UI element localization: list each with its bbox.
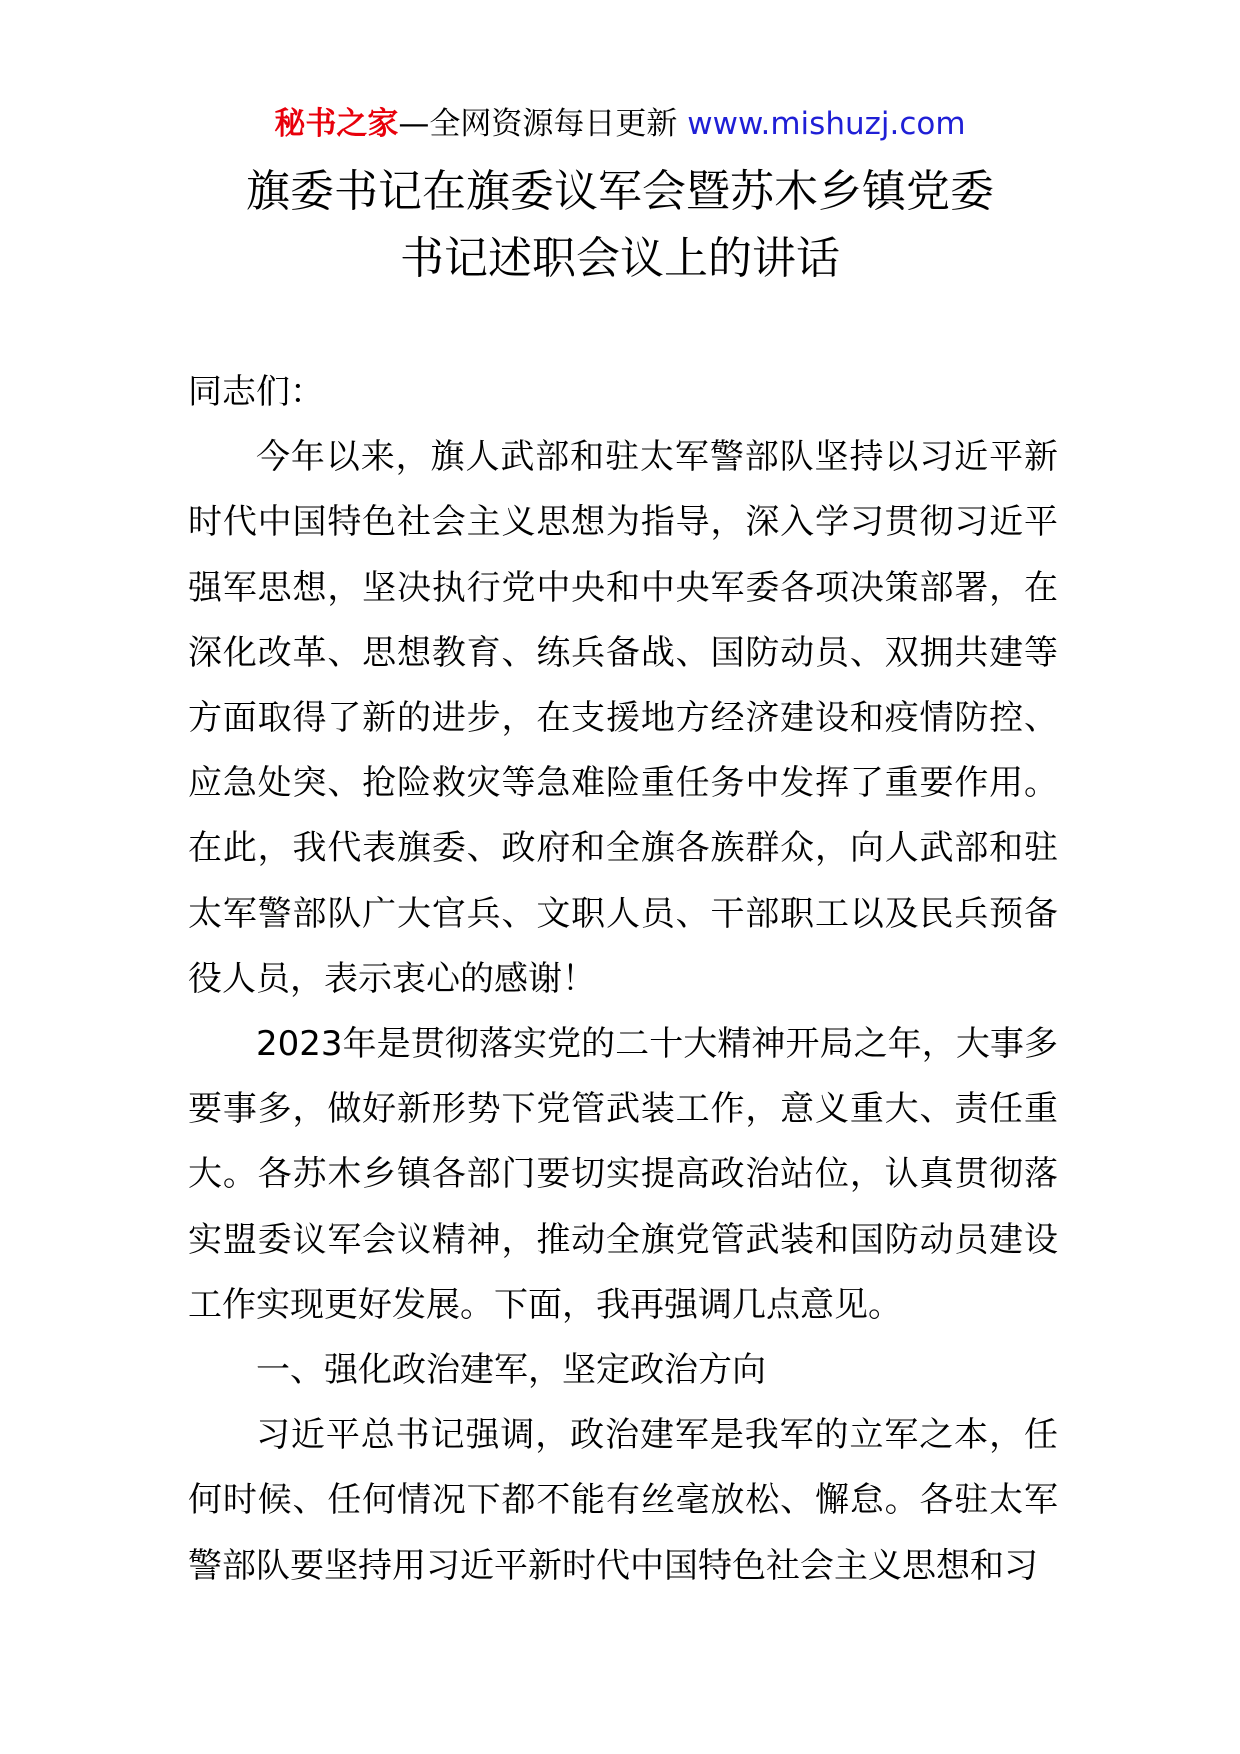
section-heading: 一、强化政治建军，坚定政治方向: [256, 1350, 766, 1391]
site-brand-name: 秘书之家: [274, 106, 399, 142]
document-title-line-2: 书记述职会议上的讲话: [400, 233, 840, 284]
body-paragraph: 今年以来，旗人武部和驻太军警部队坚持以习近平新时代中国特色社会主义思想为指导，深入学习贯彻习近平强军思想，坚决执行党中央和中央军委各项决策部署，在深化改革、思想教育、练兵备战、国防动员、双拥共建等方面取得了新的进步，在支援地方经济建设和疫情防控、应急处突、抢险救灾等急难险重任务中发挥了重要作用。在此，我代表旗委、政府和全旗各族群众，向人武部和驻太军警部队广大官兵、文职人员、干部职工以及民兵预备役人员，表示衷心的感谢！: [188, 437, 1058, 999]
body-paragraph: 2023年是贯彻落实党的二十大精神开局之年，大事多要事多，做好新形势下党管武装工作，意义重大、责任重大。各苏木乡镇各部门要切实提高政治站位，认真贯彻落实盟委议军会议精神，推动全旗党管武装和国防动员建设工作实现更好发展。下面，我再强调几点意见。: [188, 1024, 1058, 1325]
site-url-link[interactable]: www.mishuzj.com: [687, 106, 966, 142]
body-paragraph: 习近平总书记强调，政治建军是我军的立军之本，任何时候、任何情况下都不能有丝毫放松、懈怠。各驻太军警部队要坚持用习近平新时代中国特色社会主义思想和习: [188, 1415, 1058, 1586]
site-header-banner: [0, 100, 1240, 148]
site-tagline: —全网资源每日更新: [398, 106, 678, 142]
salutation: 同志们：: [188, 372, 324, 412]
document-body: [188, 360, 1058, 1599]
document-title-line-1: 旗委书记在旗委议军会暨苏木乡镇党委: [246, 166, 994, 217]
